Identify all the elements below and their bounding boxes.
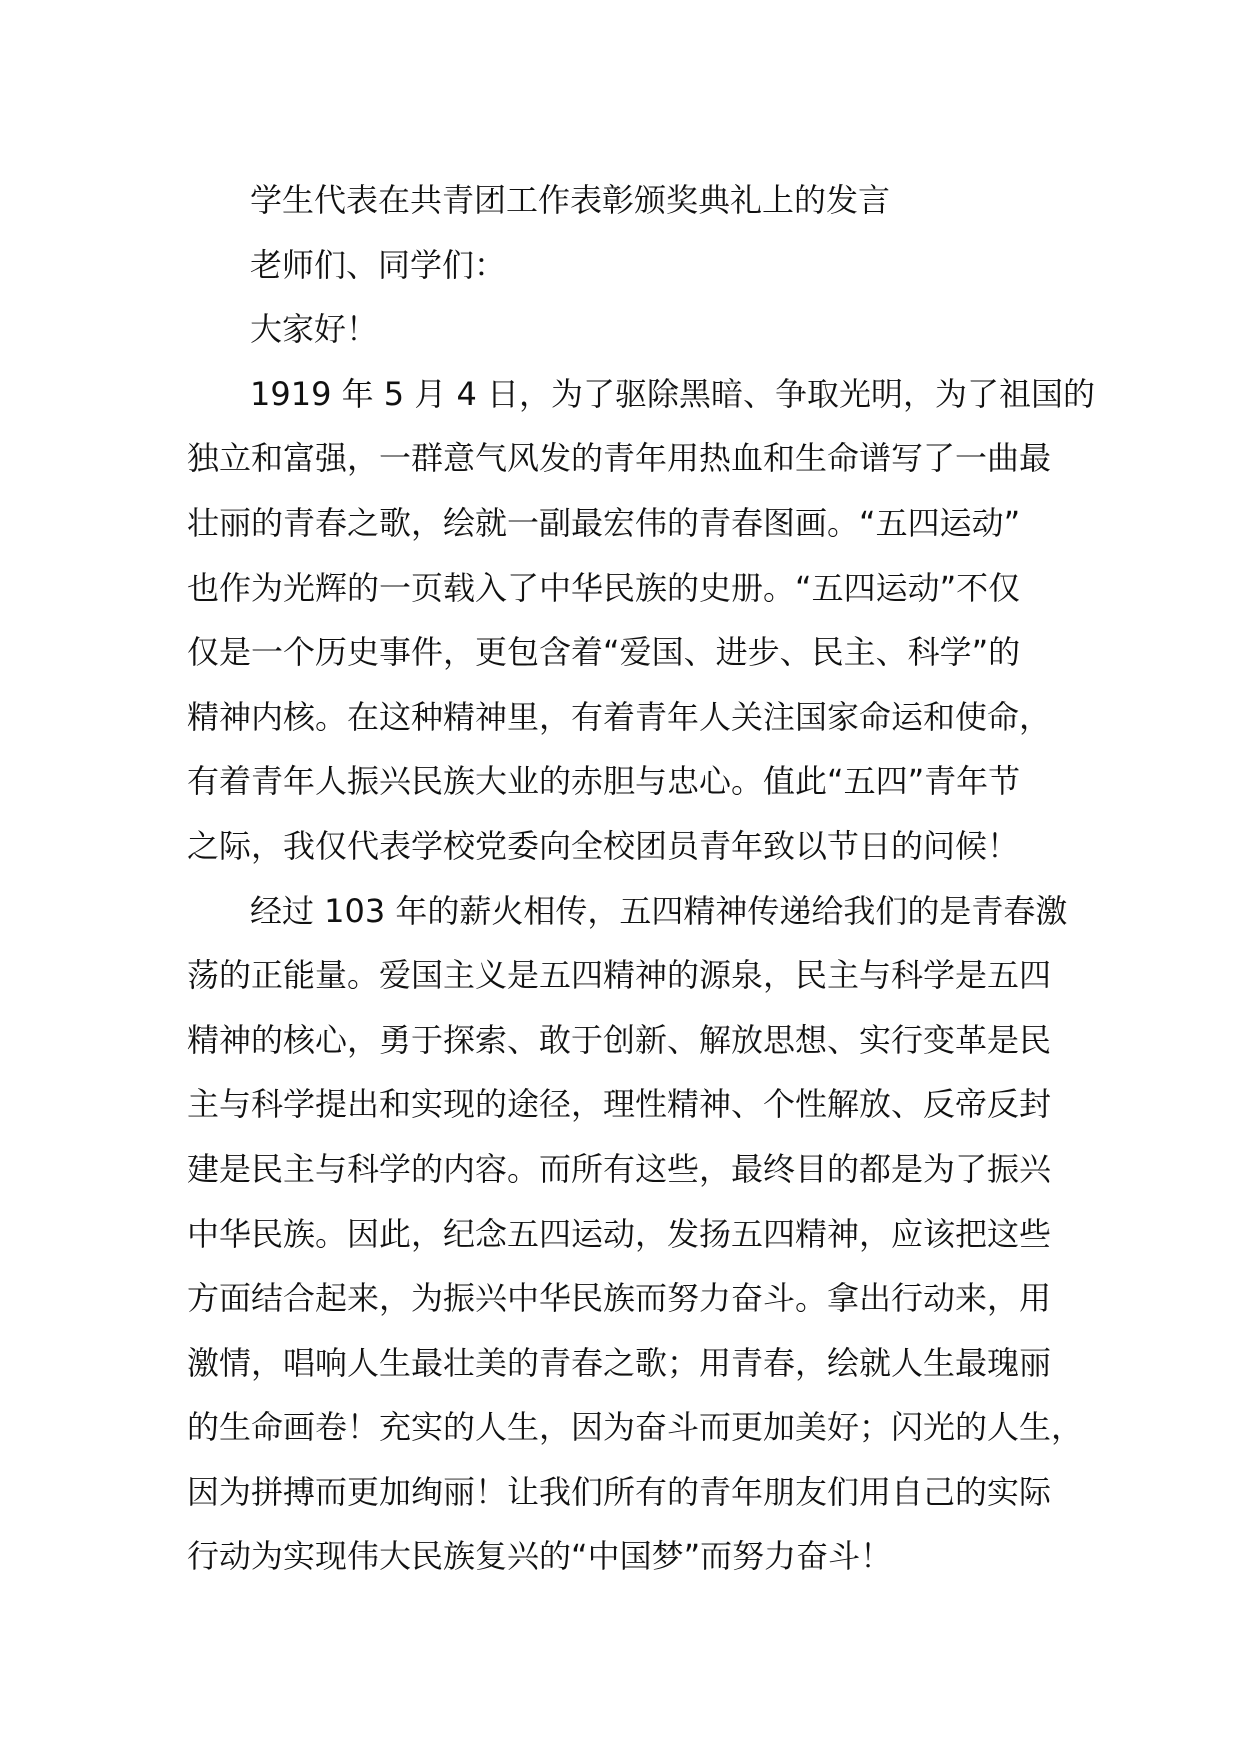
document-title: 学生代表在共青团工作表彰颁奖典礼上的发言: [250, 181, 891, 219]
paragraph-line: 之际，我仅代表学校党委向全校团员青年致以节日的问候！: [187, 826, 1020, 865]
paragraph-line: 经过 103 年的薪火相传，五四精神传递给我们的是青春激: [250, 891, 1068, 930]
paragraph-line: 行动为实现伟大民族复兴的“中国梦”而努力奋斗！: [187, 1537, 893, 1576]
paragraph-line: 激情，唱响人生最壮美的青春之歌；用青春，绘就人生最瑰丽: [187, 1343, 1052, 1382]
paragraph-line: 有着青年人振兴民族大业的赤胆与忠心。值此“五四”青年节: [187, 762, 1021, 801]
paragraph-1: [187, 362, 1096, 879]
paragraph-line: 中华民族。因此，纪念五四运动，发扬五四精神，应该把这些: [187, 1214, 1052, 1253]
paragraph-line: 荡的正能量。爱国主义是五四精神的源泉，民主与科学是五四: [187, 956, 1052, 995]
paragraph-2: [187, 879, 1087, 1590]
paragraph-line: 仅是一个历史事件，更包含着“爱国、进步、民主、科学”的: [187, 633, 1021, 672]
paragraph-line: 精神的核心，勇于探索、敢于创新、解放思想、实行变革是民: [187, 1020, 1052, 1059]
paragraph-line: 建是民主与科学的内容。而所有这些，最终目的都是为了振兴: [187, 1149, 1052, 1188]
salutation: 老师们、同学们：: [250, 245, 507, 284]
paragraph-line: 精神内核。在这种精神里，有着青年人关注国家命运和使命，: [187, 697, 1052, 736]
paragraph-line: 的生命画卷！充实的人生，因为奋斗而更加美好；闪光的人生，: [187, 1408, 1084, 1447]
speech-body: [187, 168, 1096, 1589]
paragraph-line: 方面结合起来，为振兴中华民族而努力奋斗。拿出行动来，用: [187, 1279, 1052, 1318]
paragraph-line: 独立和富强，一群意气风发的青年用热血和生命谱写了一曲最: [187, 439, 1052, 478]
paragraph-line: 因为拼搏而更加绚丽！让我们所有的青年朋友们用自己的实际: [187, 1472, 1052, 1511]
paragraph-line: 主与科学提出和实现的途径，理性精神、个性解放、反帝反封: [187, 1085, 1052, 1124]
greeting: 大家好！: [250, 310, 379, 349]
paragraph-line: 1919 年 5 月 4 日，为了驱除黑暗、争取光明，为了祖国的: [250, 374, 1096, 413]
paragraph-line: 也作为光辉的一页载入了中华民族的史册。“五四运动”不仅: [187, 568, 1021, 607]
paragraph-line: 壮丽的青春之歌，绘就一副最宏伟的青春图画。“五四运动”: [187, 503, 1021, 542]
